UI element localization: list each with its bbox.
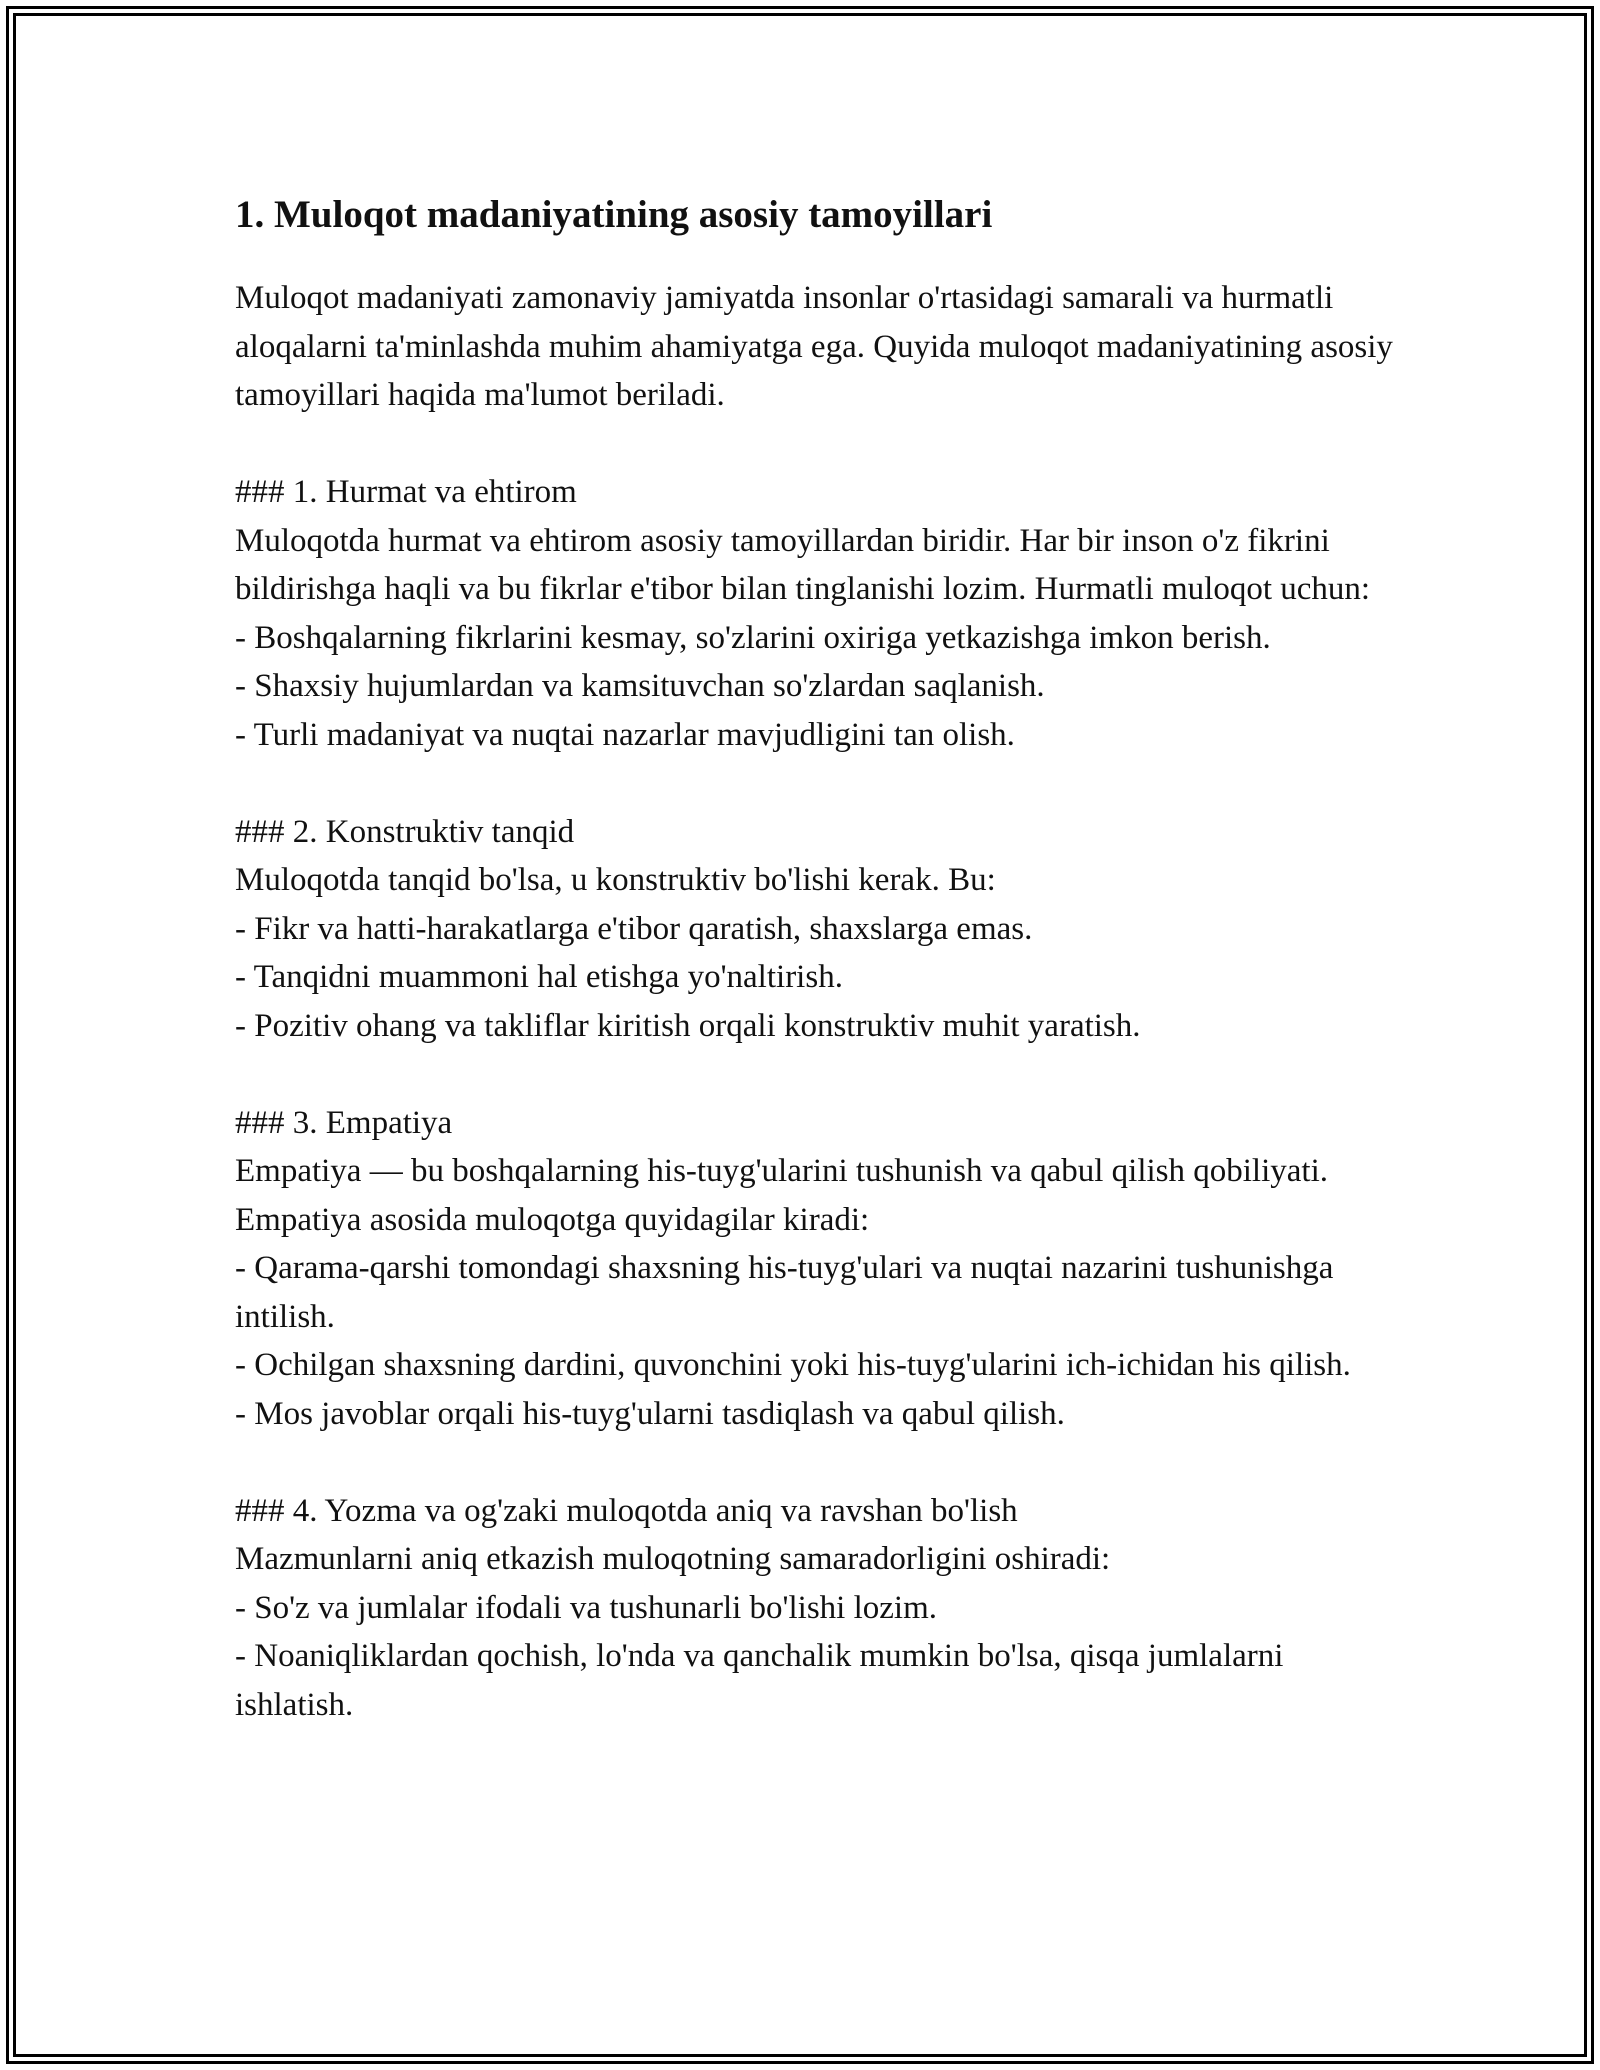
section-text: Muloqotda hurmat va ehtirom asosiy tamoyillardan biridir. Har bir inson o'z fikrini bildirishga haqli va bu fikrlar e'tibor bilan tinglanishi lozim. Hurmatli muloqot uchun: [235, 522, 1371, 607]
section-empatiya [235, 1099, 1395, 1439]
list-item: - Noaniqliklardan qochish, lo'nda va qanchalik mumkin bo'lsa, qisqa jumlalarni ishlatish. [235, 1638, 1284, 1723]
document-title: 1. Muloqot madaniyatining asosiy tamoyillari [235, 193, 993, 236]
bullet-list [235, 1584, 1395, 1730]
section-text: Mazmunlarni aniq etkazish muloqotning samaradorligini oshiradi: [235, 1541, 1111, 1577]
intro-paragraph: Muloqot madaniyati zamonaviy jamiyatda insonlar o'rtasidagi samarali va hurmatli aloqalarni ta'minlashda muhim ahamiyatga ega. Quyida muloqot madaniyatining asosiy tamoyillari haqida ma'lumot beriladi. [235, 280, 1393, 413]
document-body [235, 190, 1395, 1729]
list-item: - Ochilgan shaxsning dardini, quvonchini yoki his-tuyg'ularini ich-ichidan his qilish. [235, 1347, 1351, 1383]
section-tanqid [235, 808, 1395, 1051]
bullet-list [235, 614, 1395, 760]
section-heading: ### 1. Hurmat va ehtirom [235, 474, 577, 510]
bullet-list [235, 905, 1395, 1051]
list-item: - Shaxsiy hujumlardan va kamsituvchan so'zlardan saqlanish. [235, 668, 1045, 704]
section-text: Muloqotda tanqid bo'lsa, u konstruktiv bo'lishi kerak. Bu: [235, 862, 996, 898]
list-item: - So'z va jumlalar ifodali va tushunarli bo'lishi lozim. [235, 1589, 938, 1626]
list-item: - Fikr va hatti-harakatlarga e'tibor qaratish, shaxslarga emas. [235, 910, 1033, 947]
list-item: - Qarama-qarshi tomondagi shaxsning his-tuyg'ulari va nuqtai nazarini tushunishga intilish. [235, 1250, 1334, 1335]
list-item: - Mos javoblar orqali his-tuyg'ularni tasdiqlash va qabul qilish. [235, 1395, 1065, 1432]
section-aniqlik [235, 1487, 1395, 1730]
list-item: - Pozitiv ohang va takliflar kiritish orqali konstruktiv muhit yaratish. [235, 1007, 1141, 1044]
section-text: Empatiya — bu boshqalarning his-tuyg'ularini tushunish va qabul qilish qobiliyati. Empatiya asosida muloqotga quyidagilar kiradi: [235, 1153, 1328, 1238]
section-heading: ### 2. Konstruktiv tanqid [235, 813, 575, 850]
section-hurmat [235, 468, 1395, 759]
list-item: - Turli madaniyat va nuqtai nazarlar mavjudligini tan olish. [235, 716, 1015, 753]
section-heading: ### 3. Empatiya [235, 1104, 453, 1141]
section-heading: ### 4. Yozma va og'zaki muloqotda aniq va ravshan bo'lish [235, 1492, 1018, 1529]
bullet-list [235, 1244, 1395, 1438]
list-item: - Tanqidni muammoni hal etishga yo'naltirish. [235, 959, 843, 995]
list-item: - Boshqalarning fikrlarini kesmay, so'zlarini oxiriga yetkazishga imkon berish. [235, 619, 1271, 656]
